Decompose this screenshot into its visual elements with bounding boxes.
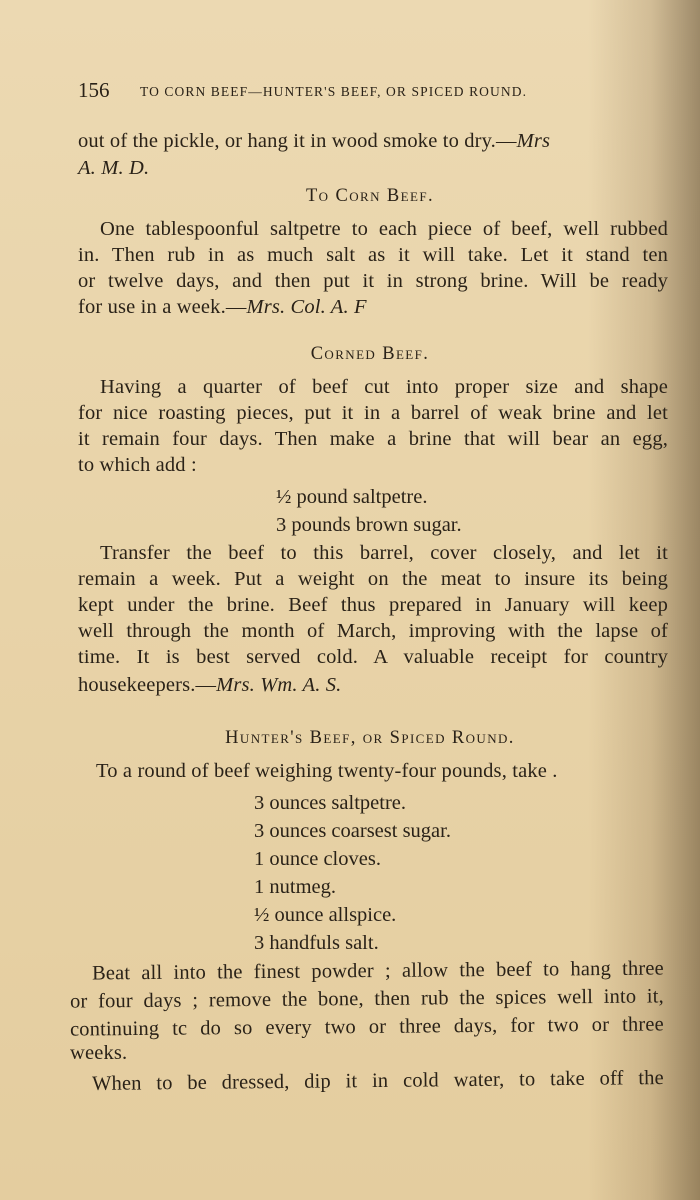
recipe2-body-line: well through the month of March, improving with the lapse of <box>78 620 668 642</box>
recipe2-body-line: kept under the brine. Beef thus prepared in January will keep <box>78 594 668 616</box>
continuation-signature-part-1: Mrs <box>516 130 551 152</box>
recipe-title-to-corn-beef: To Corn Beef. <box>305 186 434 206</box>
recipe2-last-text: housekeepers.— <box>78 674 217 696</box>
ingredient-item: 3 pounds brown sugar. <box>276 514 462 536</box>
recipe3-body-last: weeks. <box>70 1042 128 1064</box>
continuation-signature-part-2: A. M. D. <box>78 157 150 179</box>
continuation-line-1 <box>78 128 682 154</box>
recipe2-body-line: Transfer the beef to this barrel, cover closely, and let it <box>100 542 668 564</box>
ingredient-item: 3 ounces saltpetre. <box>254 792 406 814</box>
recipe2-line: for nice roasting pieces, put it in a barrel of weak brine and let <box>78 402 668 424</box>
ingredient-item: ½ pound saltpetre. <box>276 486 428 508</box>
recipe-title-corned-beef: Corned Beef. <box>310 344 430 364</box>
recipe2-body-line: remain a week. Put a weight on the meat to insure its being <box>78 568 668 590</box>
continuation-line-2 <box>78 155 700 181</box>
ingredient-item: 1 nutmeg. <box>254 876 336 898</box>
running-head: TO CORN BEEF—HUNTER'S BEEF, OR SPICED ROUND. <box>140 84 528 99</box>
recipe2-line: to which add : <box>78 454 197 476</box>
recipe2-body-line: time. It is best served cold. A valuable receipt for country <box>78 646 668 668</box>
recipe2-last-line <box>78 672 700 698</box>
recipe3-intro: To a round of beef weighing twenty-four pounds, take . <box>96 760 558 782</box>
recipe3-body-line: continuing tc do so every two or three days, for two or three <box>69 1013 664 1041</box>
recipe1-last-text: for use in a week.— <box>78 296 247 318</box>
recipe1-signature: Mrs. Col. A. F <box>246 296 367 318</box>
recipe2-line: Having a quarter of beef cut into proper size and shape <box>100 376 668 398</box>
ingredient-item: 1 ounce cloves. <box>254 848 381 870</box>
continuation-text: out of the pickle, or hang it in wood smoke to dry.— <box>78 130 517 152</box>
recipe1-line: or twelve days, and then put it in strong brine. Will be ready <box>78 270 668 292</box>
page-header <box>78 78 638 106</box>
ingredient-item: 3 handfuls salt. <box>254 932 379 954</box>
ingredient-item: 3 ounces coarsest sugar. <box>254 820 451 842</box>
recipe3-body-line: Beat all into the finest powder ; allow the beef to hang three <box>91 957 664 985</box>
recipe-title-hunters-beef: Hunter's Beef, or Spiced Round. <box>225 728 515 748</box>
recipe3-final-line: When to be dressed, dip it in cold water, to take off the <box>91 1067 664 1095</box>
recipe2-line: it remain four days. Then make a brine that will bear an egg, <box>78 428 668 450</box>
recipe3-body-line: or four days ; remove the bone, then rub the spices well into it, <box>69 985 664 1013</box>
recipe2-signature: Mrs. Wm. A. S. <box>216 674 342 696</box>
ingredient-item: ½ ounce allspice. <box>254 904 397 926</box>
page-number: 156 <box>78 78 110 102</box>
recipe1-line: in. Then rub in as much salt as it will take. Let it stand ten <box>78 244 668 266</box>
recipe1-line: One tablespoonful saltpetre to each piece of beef, well rubbed <box>100 218 668 240</box>
recipe1-last-line <box>78 294 700 320</box>
